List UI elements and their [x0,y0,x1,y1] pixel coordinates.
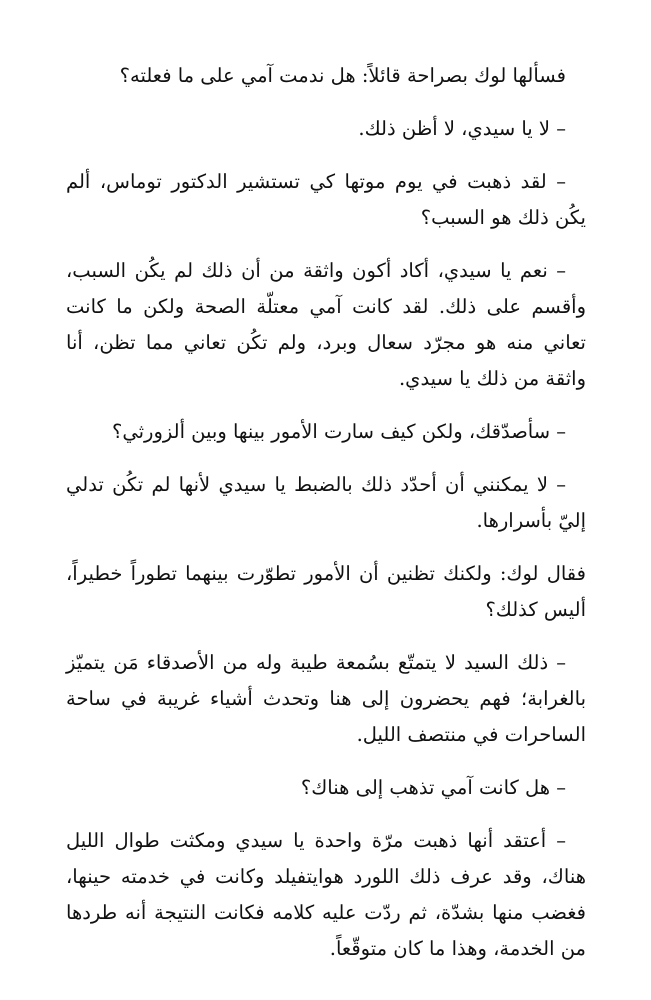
paragraph-7: فقال لوك: ولكنك تظنين أن الأمور تطوّرت بينهما تطوراً خطيراً، أليس كذلك؟ [66,562,586,621]
paragraph-9: – هل كانت آمي تذهب إلى هناك؟ [300,776,566,799]
paragraph-3: – لقد ذهبت في يوم موتها كي تستشير الدكتور توماس، ألم يكُن ذلك هو السبب؟ [66,170,586,229]
paragraph-1: فسألها لوك بصراحة قائلاً: هل ندمت آمي على ما فعلته؟ [119,64,566,87]
paragraph-8: – ذلك السيد لا يتمتّع بسُمعة طيبة وله من الأصدقاء مَن يتميّز بالغرابة؛ فهم يحضرون إلى هنا وتحدث أشياء غريبة في ساحة الساحرات في منتصف الليل. [66,651,586,746]
paragraph-6: – لا يمكنني أن أحدّد ذلك بالضبط يا سيدي لأنها لم تكُن تدلي إليّ بأسرارها. [66,473,586,532]
paragraph-5: – سأصدّقك، ولكن كيف سارت الأمور بينها وبين ألزورثي؟ [112,420,566,443]
paragraph-4: – نعم يا سيدي، أكاد أكون واثقة من أن ذلك لم يكُن السبب، وأقسم على ذلك. لقد كانت آمي معتلّة الصحة ولكن ما كانت تعاني منه هو مجرّد سعال وبرد، ولم تكُن تعاني مما تظن، أنا واثقة من ذلك يا سيدي. [66,259,586,390]
paragraph-2: – لا يا سيدي، لا أظن ذلك. [358,117,566,140]
paragraph-10: – أعتقد أنها ذهبت مرّة واحدة يا سيدي ومكثت طوال الليل هناك، وقد عرف ذلك اللورد هوايتفيلد وكانت في خدمته حينها، فغضب منها بشدّة، ثم ردّت عليه كلامه فكانت النتيجة أنه طردها من الخدمة، وهذا ما كان متوقّعاً. [66,829,586,960]
book-page [66,58,586,984]
